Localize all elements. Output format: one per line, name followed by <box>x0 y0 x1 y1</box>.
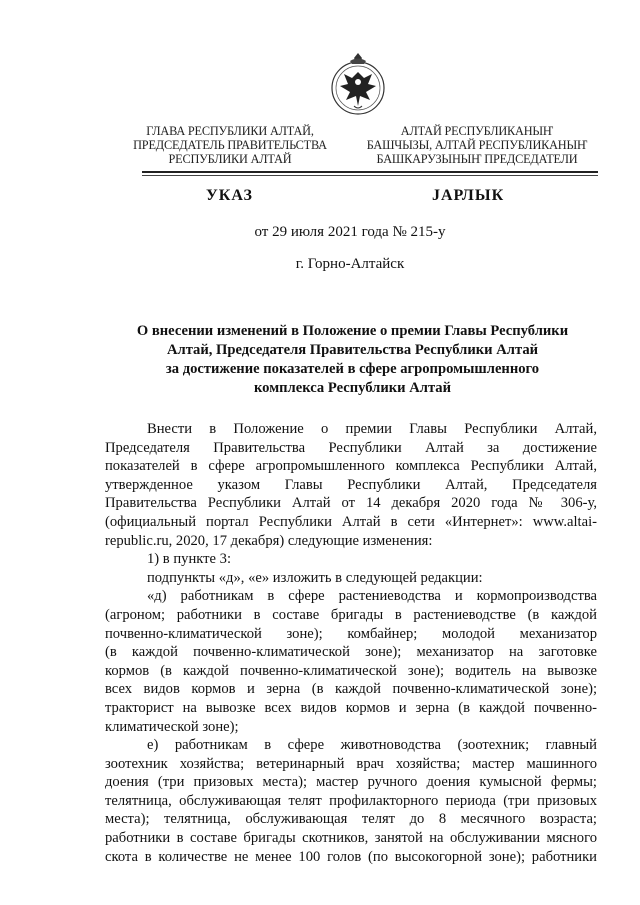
header-divider <box>142 171 598 173</box>
decree-date: от 29 июля 2021 года № 215-у <box>254 224 446 240</box>
body-line: подпункты «д», «е» изложить в следующей редакции: <box>147 569 483 586</box>
document-title <box>105 322 600 398</box>
title-line: О внесении изменений в Положение о премии Главы Республики <box>136 323 569 339</box>
body-line: Председателя Правительства Республики Алтай за достижение <box>105 439 597 456</box>
body-line: скота в количестве не менее 100 голов (по высокогорной зоне); работники <box>105 848 597 865</box>
body-line: климатической зоне); <box>105 718 239 735</box>
header-divider-thin <box>142 175 598 176</box>
header-left-line: ГЛАВА РЕСПУБЛИКИ АЛТАЙ, <box>146 124 314 138</box>
document-body <box>105 420 597 866</box>
header-left-line: РЕСПУБЛИКИ АЛТАЙ <box>168 152 292 166</box>
body-line: кормов (в каждой почвенно-климатической зоне); водитель на вывозке <box>105 662 597 679</box>
body-line: е) работникам в сфере животноводства (зоотехник; главный <box>147 737 597 754</box>
body-line: 1) в пункте 3: <box>147 551 232 568</box>
body-line: утвержденное указом Главы Республики Алтай, Председателя <box>105 476 597 493</box>
body-line: republic.ru, 2020, 17 декабря) следующие изменения: <box>105 532 433 549</box>
body-line: показателей в сфере агропромышленного комплекса Республики Алтай, <box>105 458 597 475</box>
decree-city: г. Горно-Алтайск <box>295 256 405 272</box>
title-line: за достижение показателей в сфере агропромышленного <box>165 361 540 377</box>
header-left-line: ПРЕДСЕДАТЕЛЬ ПРАВИТЕЛЬСТВА <box>133 138 327 152</box>
body-line: всех видов кормов и зерна (в каждой почвенно-климатической зоне); <box>105 681 597 698</box>
altai-republic-coat-of-arms-icon <box>330 52 386 120</box>
body-line: (в каждой почвенно-климатической зоне); механизатор на заготовке <box>105 644 597 661</box>
body-line: работники в составе бригады скотников, занятой на обслуживании мясного <box>105 830 597 847</box>
body-line: доения (три призовых места); мастер ручного доения кумысной фермы; <box>105 774 597 791</box>
body-line: тракторист на вывозке всех видов кормов и зерна (в каждой почвенно- <box>105 699 597 716</box>
body-line: Правительства Республики Алтай от 14 декабря 2020 года № 306-у, <box>105 495 597 512</box>
header-right-block <box>352 124 602 166</box>
header-left-block <box>110 124 350 166</box>
body-line: телятница, обслуживающая телят профилакторного периода (три призовых <box>105 792 597 809</box>
body-line: почвенно-климатической зоне); комбайнер; молодой механизатор <box>105 625 597 642</box>
decree-label-altai: JАРЛЫК <box>432 187 505 204</box>
header-right-line: БАШЧЫЗЫ, АЛТАЙ РЕСПУБЛИКАНЫҤ <box>366 138 588 152</box>
body-line: места); телятница, обслуживающая телят до 8 месячного возраста; <box>105 811 597 828</box>
body-line: (официальный портал Республики Алтай в сети «Интернет»: www.altai- <box>105 513 597 530</box>
header-right-line: АЛТАЙ РЕСПУБЛИКАНЫҤ <box>400 124 554 138</box>
body-line: зоотехник хозяйства; ветеринарный врач хозяйства; мастер машинного <box>105 755 597 772</box>
header-right-line: БАШКАРУЗЫНЫҤ ПРЕДСЕДАТЕЛИ <box>376 152 578 166</box>
title-line: комплекса Республики Алтай <box>253 380 452 396</box>
body-line: Внести в Положение о премии Главы Республики Алтай, <box>147 421 597 437</box>
body-line: (агроном; работники в составе бригады в растениеводстве (в каждой <box>105 606 597 623</box>
body-line: «д) работникам в сфере растениеводства и кормопроизводства <box>147 588 597 605</box>
title-line: Алтай, Председателя Правительства Республики Алтай <box>166 342 539 358</box>
decree-label-ru: УКАЗ <box>206 187 253 204</box>
